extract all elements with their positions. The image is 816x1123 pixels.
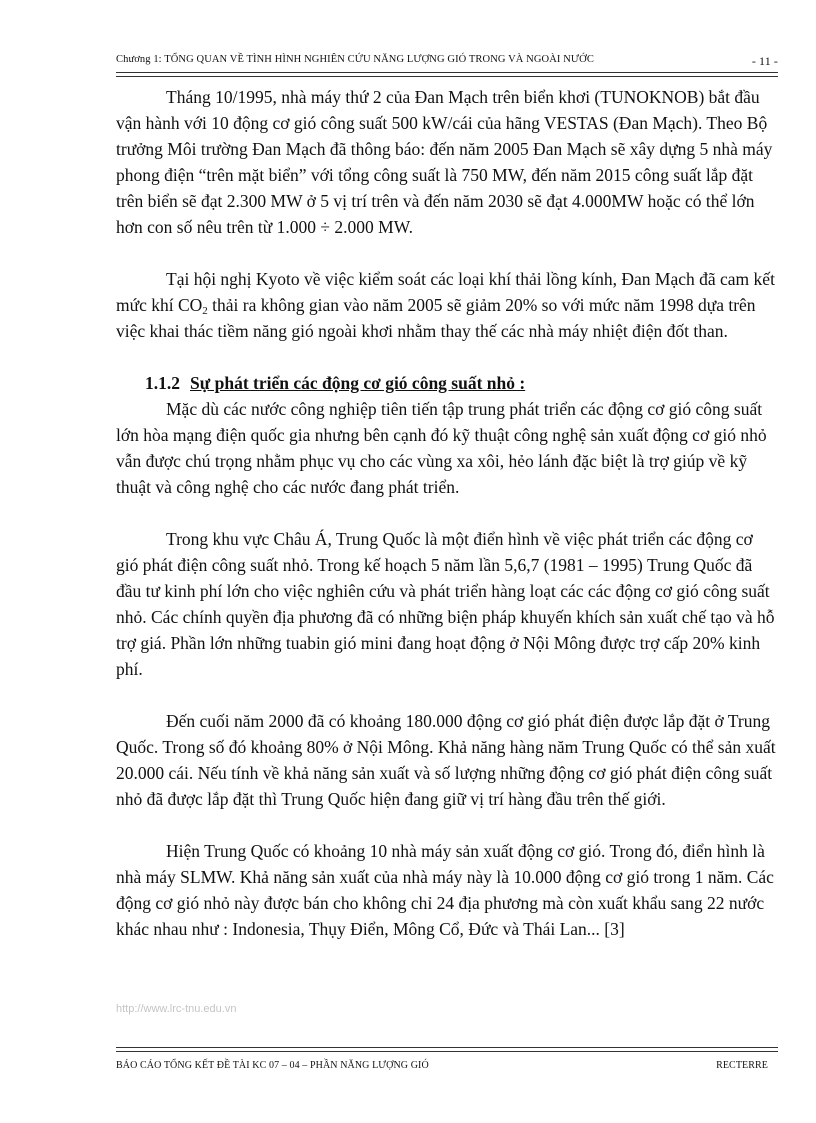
paragraph-china-factories: Hiện Trung Quốc có khoảng 10 nhà máy sản xuất động cơ gió. Trong đó, điển hình là nhà máy SLMW. Khả năng sản xuất của nhà máy này là 10.000 động cơ gió trong 1 năm. Các động cơ gió nhỏ này được bán cho không chỉ 24 địa phương mà còn xuất khẩu sang 22 nước khác nhau như : Indonesia, Thụy Điển, Mông Cổ, Đức và Thái Lan... [3] [116,841,774,939]
paragraph-kyoto-text: Tại hội nghị Kyoto về việc kiểm soát các loại khí thải lồng kính, Đan Mạch đã cam kết mức khí CO [116,269,775,315]
watermark-url: http://www.lrc-tnu.edu.vn [116,1003,237,1015]
paragraph-small-turbines: Mặc dù các nước công nghiệp tiên tiến tập trung phát triển các động cơ gió công suất lớn hòa mạng điện quốc gia nhưng bên cạnh đó kỹ thuật công nghệ sản xuất động cơ gió nhỏ vẫn được chú trọng nhằm phục vụ cho các vùng xa xôi, hẻo lánh đặc biệt là trợ giúp về kỹ thuật và công nghệ cho các nước đang phát triển. [116,399,767,497]
paragraph-kyoto-text-cont: thải ra không gian vào năm 2005 sẽ giảm 20% so với mức năm 1998 dựa trên việc khai thác tiềm năng gió ngoài khơi nhằm thay thế các nhà máy nhiệt điện đốt than. [116,295,756,341]
co2-subscript: 2 [202,305,208,317]
document-body [116,84,776,950]
section-title: Sự phát triển các động cơ gió công suất nhỏ : [190,373,526,393]
paragraph-china-2000: Đến cuối năm 2000 đã có khoảng 180.000 động cơ gió phát điện được lắp đặt ở Trung Quốc. Trong số đó khoảng 80% ở Nội Mông. Khả năng hàng năm Trung Quốc có thể sản xuất 20.000 cái. Nếu tính về khả năng sản xuất và số lượng những động cơ gió phát điện công suất nhỏ đã được lắp đặt thì Trung Quốc hiện đang giữ vị trí hàng đầu trên thế giới. [116,711,776,809]
paragraph-denmark-offshore: Tháng 10/1995, nhà máy thứ 2 của Đan Mạch trên biển khơi (TUNOKNOB) bắt đầu vận hành với 10 động cơ gió công suất 500 kW/cái của hãng VESTAS (Đan Mạch). Theo Bộ trưởng Môi trường Đan Mạch đã thông báo: đến năm 2005 Đan Mạch sẽ xây dựng 5 nhà máy phong điện “trên mặt biển” với tổng công suất là 750 MW, đến năm 2015 công suất lắp đặt trên biển sẽ đạt 2.300 MW ở 5 vị trí trên và đến năm 2030 sẽ đạt 4.000MW hoặc có thể lớn hơn con số nêu trên từ 1.000 ÷ 2.000 MW. [116,87,773,237]
footer-divider [116,1047,778,1052]
section-number: 1.1.2 [145,373,180,393]
section-heading [116,370,776,396]
chapter-title: Chương 1: TỔNG QUAN VỀ TÌNH HÌNH NGHIÊN CỨU NĂNG LƯỢNG GIÓ TRONG VÀ NGOÀI NƯỚC [116,54,594,65]
header-divider [116,72,778,77]
paragraph-kyoto [116,266,776,344]
page-number: - 11 - [751,54,778,68]
report-title: BÁO CÁO TỔNG KẾT ĐỀ TÀI KC 07 – 04 – PHẦN NĂNG LƯỢNG GIÓ [116,1060,429,1071]
paragraph-china-asia: Trong khu vực Châu Á, Trung Quốc là một điển hình về việc phát triển các động cơ gió phát điện công suất nhỏ. Trong kế hoạch 5 năm lần 5,6,7 (1981 – 1995) Trung Quốc đã đầu tư kinh phí lớn cho việc nghiên cứu và phát triển hàng loạt các các động cơ gió công suất nhỏ. Các chính quyền địa phương đã có những biện pháp khuyến khích sản xuất chế tạo và hỗ trợ giá. Phần lớn những tuabin gió mini đang hoạt động ở Nội Mông được trợ cấp 20% kinh phí. [116,529,775,679]
organization-name: RECTERRE [716,1060,768,1071]
